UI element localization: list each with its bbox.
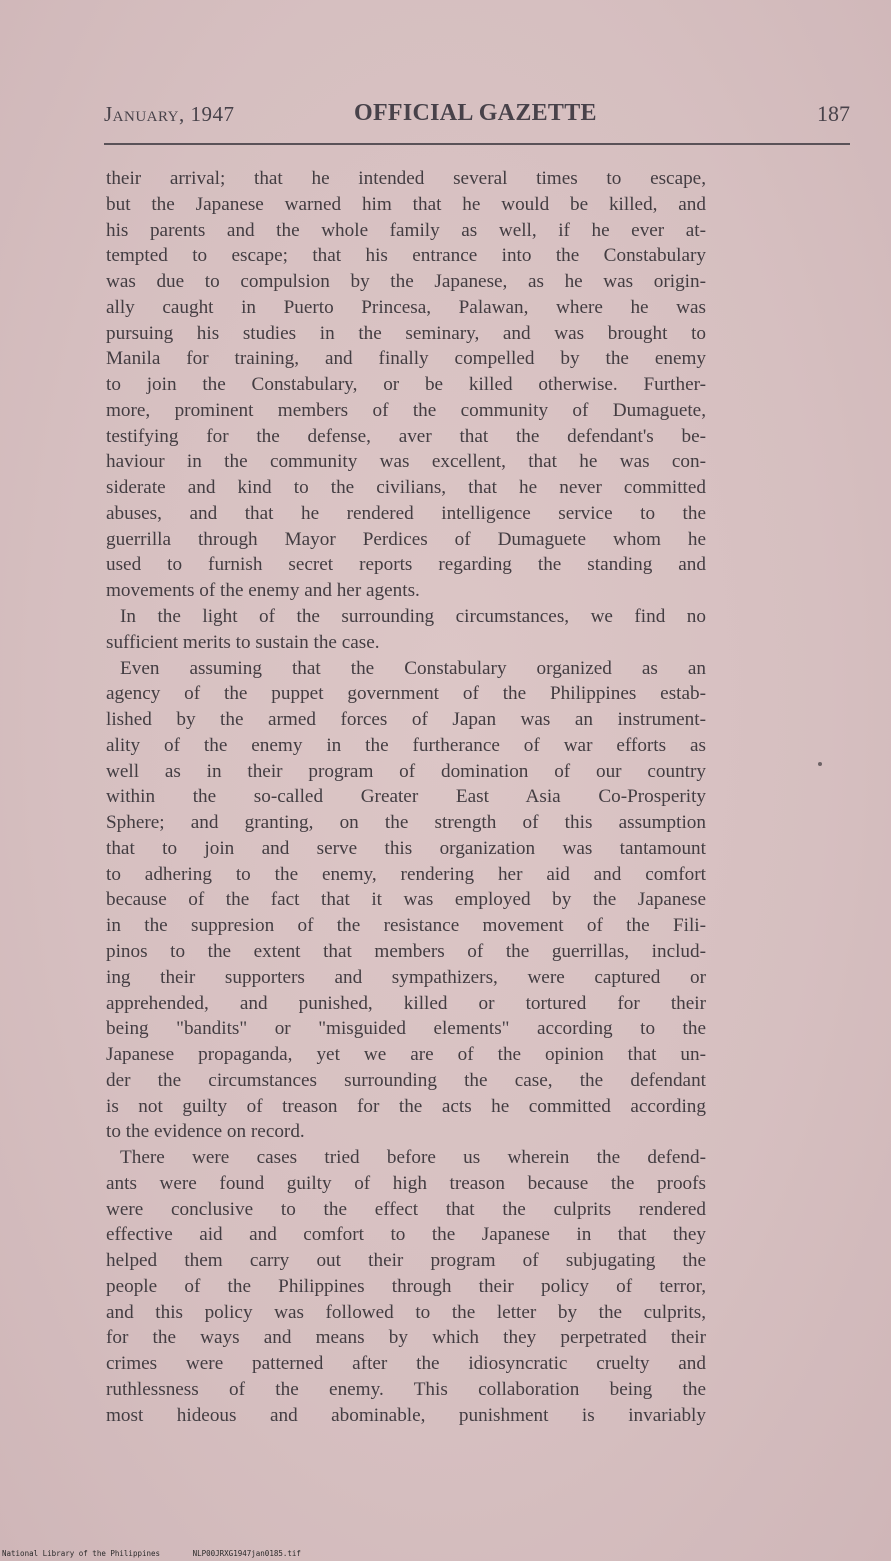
text-line: apprehended, and punished, killed or tortured for their	[106, 992, 706, 1014]
header-rule	[104, 143, 850, 145]
text-line: testifying for the defense, aver that the defendant's be-	[106, 425, 706, 447]
text-line: guerrilla through Mayor Perdices of Dumaguete whom he	[106, 528, 706, 550]
library-credit: National Library of the Philippines	[2, 1549, 161, 1558]
text-line: people of the Philippines through their policy of terror,	[106, 1275, 706, 1297]
text-line: Sphere; and granting, on the strength of this assumption	[106, 812, 706, 834]
text-line: Even assuming that the Constabulary organized as an	[120, 657, 706, 679]
text-line: siderate and kind to the civilians, that he never committed	[106, 477, 706, 499]
issue-date: January, 1947	[104, 102, 235, 126]
scan-footer	[2, 1549, 301, 1558]
body-text	[106, 166, 706, 1429]
text-line: used to furnish secret reports regarding the standing and	[106, 554, 706, 576]
text-line: ing their supporters and sympathizers, were captured or	[106, 966, 706, 988]
text-line: well as in their program of domination of our country	[106, 760, 706, 782]
text-line: and this policy was followed to the letter by the culprits,	[106, 1301, 706, 1323]
running-header	[104, 98, 850, 138]
text-line: haviour in the community was excellent, that he was con-	[106, 451, 706, 473]
text-line: helped them carry out their program of subjugating the	[106, 1250, 706, 1272]
text-line: movements of the enemy and her agents.	[106, 580, 420, 602]
text-line: were conclusive to the effect that the culprits rendered	[106, 1198, 706, 1220]
text-line: pursuing his studies in the seminary, and was brought to	[106, 322, 706, 344]
text-line: der the circumstances surrounding the case, the defendant	[106, 1069, 706, 1091]
text-line: for the ways and means by which they perpetrated their	[106, 1327, 706, 1349]
text-line: ants were found guilty of high treason because the proofs	[106, 1172, 706, 1194]
text-line: Japanese propaganda, yet we are of the opinion that un-	[106, 1044, 706, 1066]
text-line: was due to compulsion by the Japanese, as he was origin-	[106, 271, 706, 293]
text-line: more, prominent members of the community of Dumaguete,	[106, 399, 706, 421]
text-line: pinos to the extent that members of the guerrillas, includ-	[106, 940, 706, 962]
text-line: to the evidence on record.	[106, 1121, 305, 1143]
text-line: agency of the puppet government of the Philippines estab-	[106, 683, 706, 705]
text-line: crimes were patterned after the idiosyncratic cruelty and	[106, 1353, 706, 1375]
text-line: In the light of the surrounding circumstances, we find no	[120, 606, 706, 628]
text-line: There were cases tried before us wherein the defend-	[120, 1147, 706, 1169]
text-line: to join the Constabulary, or be killed otherwise. Further-	[106, 374, 706, 396]
text-line: sufficient merits to sustain the case.	[106, 631, 380, 653]
text-line: most hideous and abominable, punishment is invariably	[106, 1404, 706, 1426]
text-line: in the suppresion of the resistance movement of the Fili-	[106, 915, 706, 937]
scan-filename: NLP00JRXG1947jan0185.tif	[192, 1549, 301, 1558]
text-line: within the so-called Greater East Asia Co-Prosperity	[106, 786, 706, 808]
page-number: 187	[817, 101, 850, 126]
text-line: to adhering to the enemy, rendering her aid and comfort	[106, 863, 706, 885]
text-line: is not guilty of treason for the acts he committed according	[106, 1095, 706, 1117]
text-line: because of the fact that it was employed by the Japanese	[106, 889, 706, 911]
text-line: ality of the enemy in the furtherance of war efforts as	[106, 734, 706, 756]
text-line: but the Japanese warned him that he would be killed, and	[106, 193, 706, 215]
publication-title: OFFICIAL GAZETTE	[354, 100, 597, 126]
text-line: their arrival; that he intended several times to escape,	[106, 168, 706, 189]
text-line: that to join and serve this organization was tantamount	[106, 837, 706, 859]
text-line: tempted to escape; that his entrance into the Constabulary	[106, 245, 706, 267]
text-line: abuses, and that he rendered intelligence service to the	[106, 502, 706, 524]
text-line: ally caught in Puerto Princesa, Palawan, where he was	[106, 296, 706, 318]
text-line: effective aid and comfort to the Japanese in that they	[106, 1224, 706, 1246]
text-line: lished by the armed forces of Japan was an instrument-	[106, 709, 706, 731]
text-line: being "bandits" or "misguided elements" according to the	[106, 1018, 706, 1040]
text-line: Manila for training, and finally compelled by the enemy	[106, 348, 706, 370]
scan-speck	[818, 762, 822, 766]
text-line: ruthlessness of the enemy. This collaboration being the	[106, 1378, 706, 1400]
text-line: his parents and the whole family as well, if he ever at-	[106, 219, 706, 241]
